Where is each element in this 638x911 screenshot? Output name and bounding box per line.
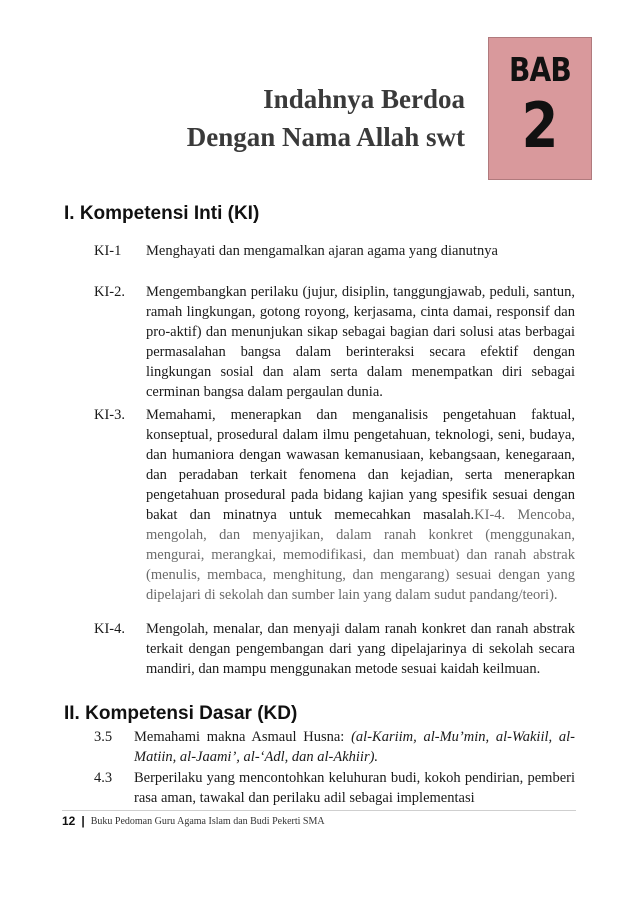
kd-item-2 xyxy=(94,768,575,808)
chapter-title xyxy=(187,80,465,156)
ki-code: KI-3. xyxy=(94,407,126,423)
ki-text: Mengembangkan perilaku (jujur, disiplin, tanggungjawab, peduli, santun, ramah lingkungan, gotong royong, kerjasama, cinta damai, responsif dan pro-aktif) dan menunjukan sikap sebagai bagian dari solusi atas berbagai permasalahan bangsa dalam berinteraksi secara efektif dengan lingkungan sosial dan alam serta dalam menempatkan diri sebagai cerminan bangsa dalam pergaulan dunia. xyxy=(146,284,575,400)
kd-item-1 xyxy=(94,727,575,767)
kd-text: Memahami makna Asmaul Husna: xyxy=(134,729,352,745)
chapter-badge xyxy=(488,37,592,180)
section-heading-ki: I. Kompetensi Inti (KI) xyxy=(64,203,260,224)
footer-separator: | xyxy=(81,814,85,828)
ki-item-2 xyxy=(94,282,575,402)
ki-code: KI-1 xyxy=(94,243,122,259)
kd-text-italic: (al-Kariim, al-Mu’min, al-Wakiil, al-Matiin, al-Jaami’, al-‘Adl, dan al-Akhiir). xyxy=(134,729,576,765)
chapter-badge-number: 2 xyxy=(521,89,559,162)
kd-text-block xyxy=(134,727,575,767)
kd-code: 3.5 xyxy=(94,729,113,745)
chapter-title-line2: Dengan Nama Allah swt xyxy=(186,122,465,152)
chapter-badge-label: BAB xyxy=(509,50,571,89)
section-heading-kd: II. Kompetensi Dasar (KD) xyxy=(64,703,298,724)
kd-code: 4.3 xyxy=(94,770,113,786)
ki-item-3 xyxy=(94,405,575,605)
ki-item-4 xyxy=(94,619,575,679)
page-footer xyxy=(62,810,576,828)
chapter-title-line1: Indahnya Berdoa xyxy=(263,84,465,114)
ki-text: Memahami, menerapkan dan menganalisis pengetahuan faktual, konseptual, prosedural dalam ilmu pengetahuan, teknologi, seni, budaya, dan humaniora dengan wawasan kemanusiaan, kebangsaan, kenegaraan, dan peradaban terkait fenomena dan kejadian, serta menerapkan pengetahuan prosedural pada bidang kajian yang spesifik sesuai dengan bakat dan minatnya untuk memecahkan masalah. xyxy=(146,407,575,523)
ki-code: KI-4. xyxy=(94,621,126,637)
page-number: 12 xyxy=(62,814,76,828)
ki-text: Mengolah, menalar, dan menyaji dalam ranah konkret dan ranah abstrak terkait dengan pengembangan dari yang dipelajarinya di sekolah secara mandiri, dan mampu menggunakan metode sesuai kaidah keilmuan. xyxy=(146,621,575,677)
ki-text: Menghayati dan mengamalkan ajaran agama yang dianutnya xyxy=(146,243,498,259)
book-title: Buku Pedoman Guru Agama Islam dan Budi Pekerti SMA xyxy=(90,815,325,827)
ki-text-block xyxy=(146,405,575,605)
ki-code: KI-2. xyxy=(94,284,126,300)
kd-text: Berperilaku yang mencontohkan keluhuran budi, kokoh pendirian, pemberi rasa aman, tawakal dan perilaku adil sebagai implementasi xyxy=(134,770,575,806)
ki-item-1 xyxy=(94,241,575,261)
ki-text-extra: KI-4. Mencoba, mengolah, dan menyajikan, dalam ranah konkret (menggunakan, mengurai, merangkai, memodifikasi, dan membuat) dan ranah abstrak (menulis, membaca, menghitung, dan mengarang) sesuai dengan yang dipelajari di sekolah dan sumber lain yang dalam sudut pandang/teori). xyxy=(146,507,575,603)
